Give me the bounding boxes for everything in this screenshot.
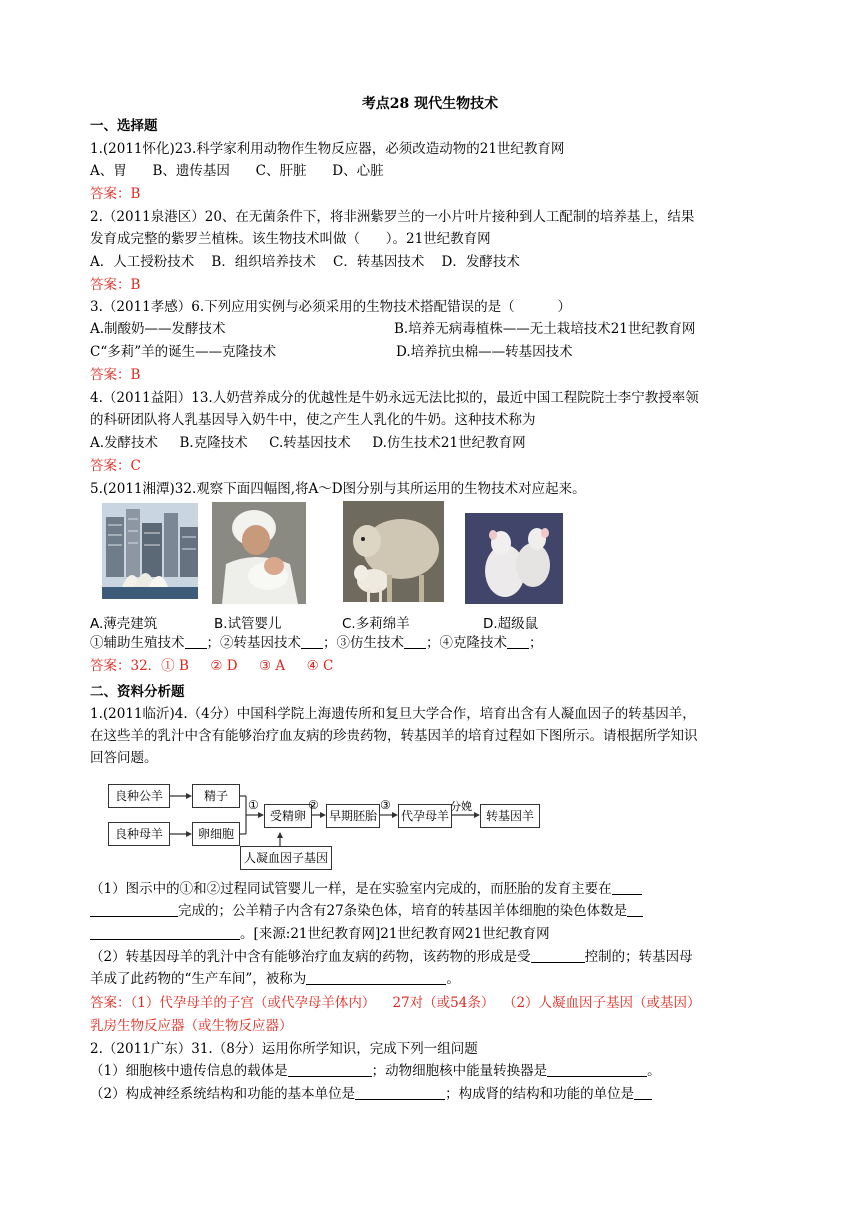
p2-sub2 <box>90 1085 652 1103</box>
q5-stem: 5.(2011湘潭)32.观察下面四幅图,将A～D图分别与其所运用的生物技术对应起来。 <box>90 481 586 497</box>
q4-stem-line2: 的科研团队将人乳基因导入奶牛中，使之产生人乳化的牛奶。这种技术称为 <box>90 412 536 428</box>
box-transgenic-sheep: 转基因羊 <box>480 804 540 828</box>
box-sperm: 精子 <box>192 784 240 808</box>
p1-stem-line2: 在这些羊的乳汁中含有能够治疗血友病的珍贵药物，转基因羊的培育过程如下图所示。请根据所学知识 <box>90 728 698 744</box>
box-ewe: 良种母羊 <box>108 822 170 846</box>
match-transgenic: ；②转基因技术 <box>206 635 301 651</box>
q4-options: A.发酵技术 B.克隆技术 C.转基因技术 D.仿生技术21世纪教育网 <box>90 435 526 451</box>
p2-stem: 2.（2011广东）31.（8分）运用你所学知识，完成下列一组问题 <box>90 1041 478 1057</box>
section-heading-analysis: 二、资料分析题 <box>90 684 185 700</box>
blank[interactable] <box>355 1085 445 1100</box>
p1-stem-line1: 1.(2011临沂)4.（4分）中国科学院上海遗传所和复旦大学合作，培育出含有人凝血因子的转基因羊， <box>90 706 696 722</box>
box-fertilized-egg: 受精卵 <box>264 804 312 828</box>
q5-matching <box>90 634 543 652</box>
q1-answer: 答案：B <box>90 186 141 202</box>
p1-sub1-line2 <box>90 902 643 920</box>
q3-option-a: A.制酸奶——发酵技术 <box>90 321 226 337</box>
caption-c: C.多莉绵羊 <box>342 616 410 632</box>
blank[interactable] <box>531 948 585 963</box>
p1-answer-line2: 乳房生物反应器（或生物反应器） <box>90 1018 293 1034</box>
p1-sub1-line3 <box>90 925 550 943</box>
p1-sub2-text-c: 羊成了此药物的“生产车间”，被称为 <box>90 971 307 987</box>
transgenic-sheep-flow-diagram <box>100 776 550 870</box>
q3-option-d: D.培养抗虫棉——转基因技术 <box>396 344 573 360</box>
q2-options: A．人工授粉技术 B．组织培养技术 C．转基因技术 D．发酵技术 <box>90 254 520 270</box>
q5-answer: 答案：32．① B ② D ③ A ④ C <box>90 658 334 674</box>
blank[interactable] <box>306 970 446 985</box>
blank[interactable] <box>507 634 529 649</box>
caption-a: A.薄壳建筑 <box>90 616 158 632</box>
p2-sub1-text-b: ；动物细胞核中能量转换器是 <box>371 1063 548 1079</box>
blank[interactable] <box>404 634 426 649</box>
photo-test-tube-baby <box>212 502 306 604</box>
blank[interactable] <box>288 1062 372 1077</box>
section-heading-choice: 一、选择题 <box>90 118 158 134</box>
q1-stem: 1.(2011怀化)23.科学家利用动物作生物反应器，必须改造动物的21世纪教育网 <box>90 141 565 157</box>
q1-options: A、胃 B、遗传基因 C、肝脏 D、心脏 <box>90 163 384 179</box>
blank[interactable] <box>627 902 643 917</box>
blank[interactable] <box>301 634 323 649</box>
p2-sub1-text-a: （1）细胞核中遗传信息的载体是 <box>90 1063 288 1079</box>
p1-sub1-text-c: 。[来源:21世纪教育网]21世纪教育网21世纪教育网 <box>240 926 550 942</box>
p1-sub2-text-a: （2）转基因母羊的乳汁中含有能够治疗血友病的药物，该药物的形成是受 <box>90 949 531 965</box>
box-egg: 卵细胞 <box>192 822 240 846</box>
blank[interactable] <box>185 634 207 649</box>
q2-answer: 答案：B <box>90 277 141 293</box>
caption-d: D.超级鼠 <box>483 616 539 632</box>
q3-answer: 答案：B <box>90 367 141 383</box>
blank[interactable] <box>547 1062 647 1077</box>
photo-dolly-sheep <box>343 501 444 602</box>
blank[interactable] <box>90 925 240 940</box>
birth-label: 分娩 <box>450 800 472 813</box>
step-1-label: ① <box>248 798 259 812</box>
p1-sub2-line1 <box>90 948 693 966</box>
p1-answer-line1: 答案：（1）代孕母羊的子宫（或代孕母羊体内） 27对（或54条） （2）人凝血因子基因（或基因） <box>90 995 701 1011</box>
blank[interactable] <box>90 902 178 917</box>
caption-b: B.试管婴儿 <box>214 616 282 632</box>
blank[interactable] <box>612 880 642 895</box>
q3-option-c: C“多莉”羊的诞生——克隆技术 <box>90 344 277 360</box>
q4-stem-line1: 4.（2011益阳）13.人奶营养成分的优越性是牛奶永远无法比拟的，最近中国工程院院士李宁教授率领 <box>90 390 699 406</box>
page-title: 考点28 现代生物技术 <box>361 96 499 112</box>
box-ram: 良种公羊 <box>108 784 170 808</box>
p2-sub1 <box>90 1062 661 1080</box>
match-bionics: ；③仿生技术 <box>323 635 404 651</box>
p1-sub2-text-d: 。 <box>446 971 460 987</box>
p1-sub2-line2 <box>90 970 460 988</box>
match-cloning: ；④克隆技术 <box>426 635 507 651</box>
blank[interactable] <box>634 1085 652 1100</box>
p2-sub2-text-a: （2）构成神经系统结构和功能的基本单位是 <box>90 1086 356 1102</box>
p1-sub1-text-a: （1）图示中的①和②过程同试管婴儿一样，是在实验室内完成的，而胚胎的发育主要在 <box>90 881 612 897</box>
match-assisted-reproduction: ①辅助生殖技术 <box>90 635 185 651</box>
p1-sub1-text-b: 完成的；公羊精子内含有27条染色体，培育的转基因羊体细胞的染色体数是 <box>178 903 628 919</box>
p1-stem-line3: 回答问题。 <box>90 750 158 766</box>
box-early-embryo: 早期胚胎 <box>326 804 380 828</box>
p1-sub1-line1 <box>90 880 642 898</box>
step-3-label: ③ <box>380 798 391 812</box>
box-clotting-factor-gene: 人凝血因子基因 <box>240 846 332 870</box>
q4-answer: 答案：C <box>90 458 141 474</box>
p2-sub1-text-c: 。 <box>647 1063 661 1079</box>
photo-shell-architecture <box>102 503 198 599</box>
match-end: ； <box>529 635 543 651</box>
step-2-label: ② <box>308 798 319 812</box>
q2-stem-line2: 发育成完整的紫罗兰植株。该生物技术叫做（ ）。21世纪教育网 <box>90 231 491 247</box>
p2-sub2-text-b: ；构成肾的结构和功能的单位是 <box>445 1086 635 1102</box>
q2-stem-line1: 2.（2011泉港区）20、在无菌条件下，将非洲紫罗兰的一小片叶片接种到人工配制的培养基上，结果 <box>90 209 695 225</box>
q3-stem: 3.（2011孝感）6.下列应用实例与必须采用的生物技术搭配错误的是（ ） <box>90 299 572 315</box>
photo-super-mouse <box>465 513 563 604</box>
box-surrogate-ewe: 代孕母羊 <box>398 804 452 828</box>
q3-option-b: B.培养无病毒植株——无土栽培技术21世纪教育网 <box>394 321 696 337</box>
p1-sub2-text-b: 控制的；转基因母 <box>584 949 693 965</box>
